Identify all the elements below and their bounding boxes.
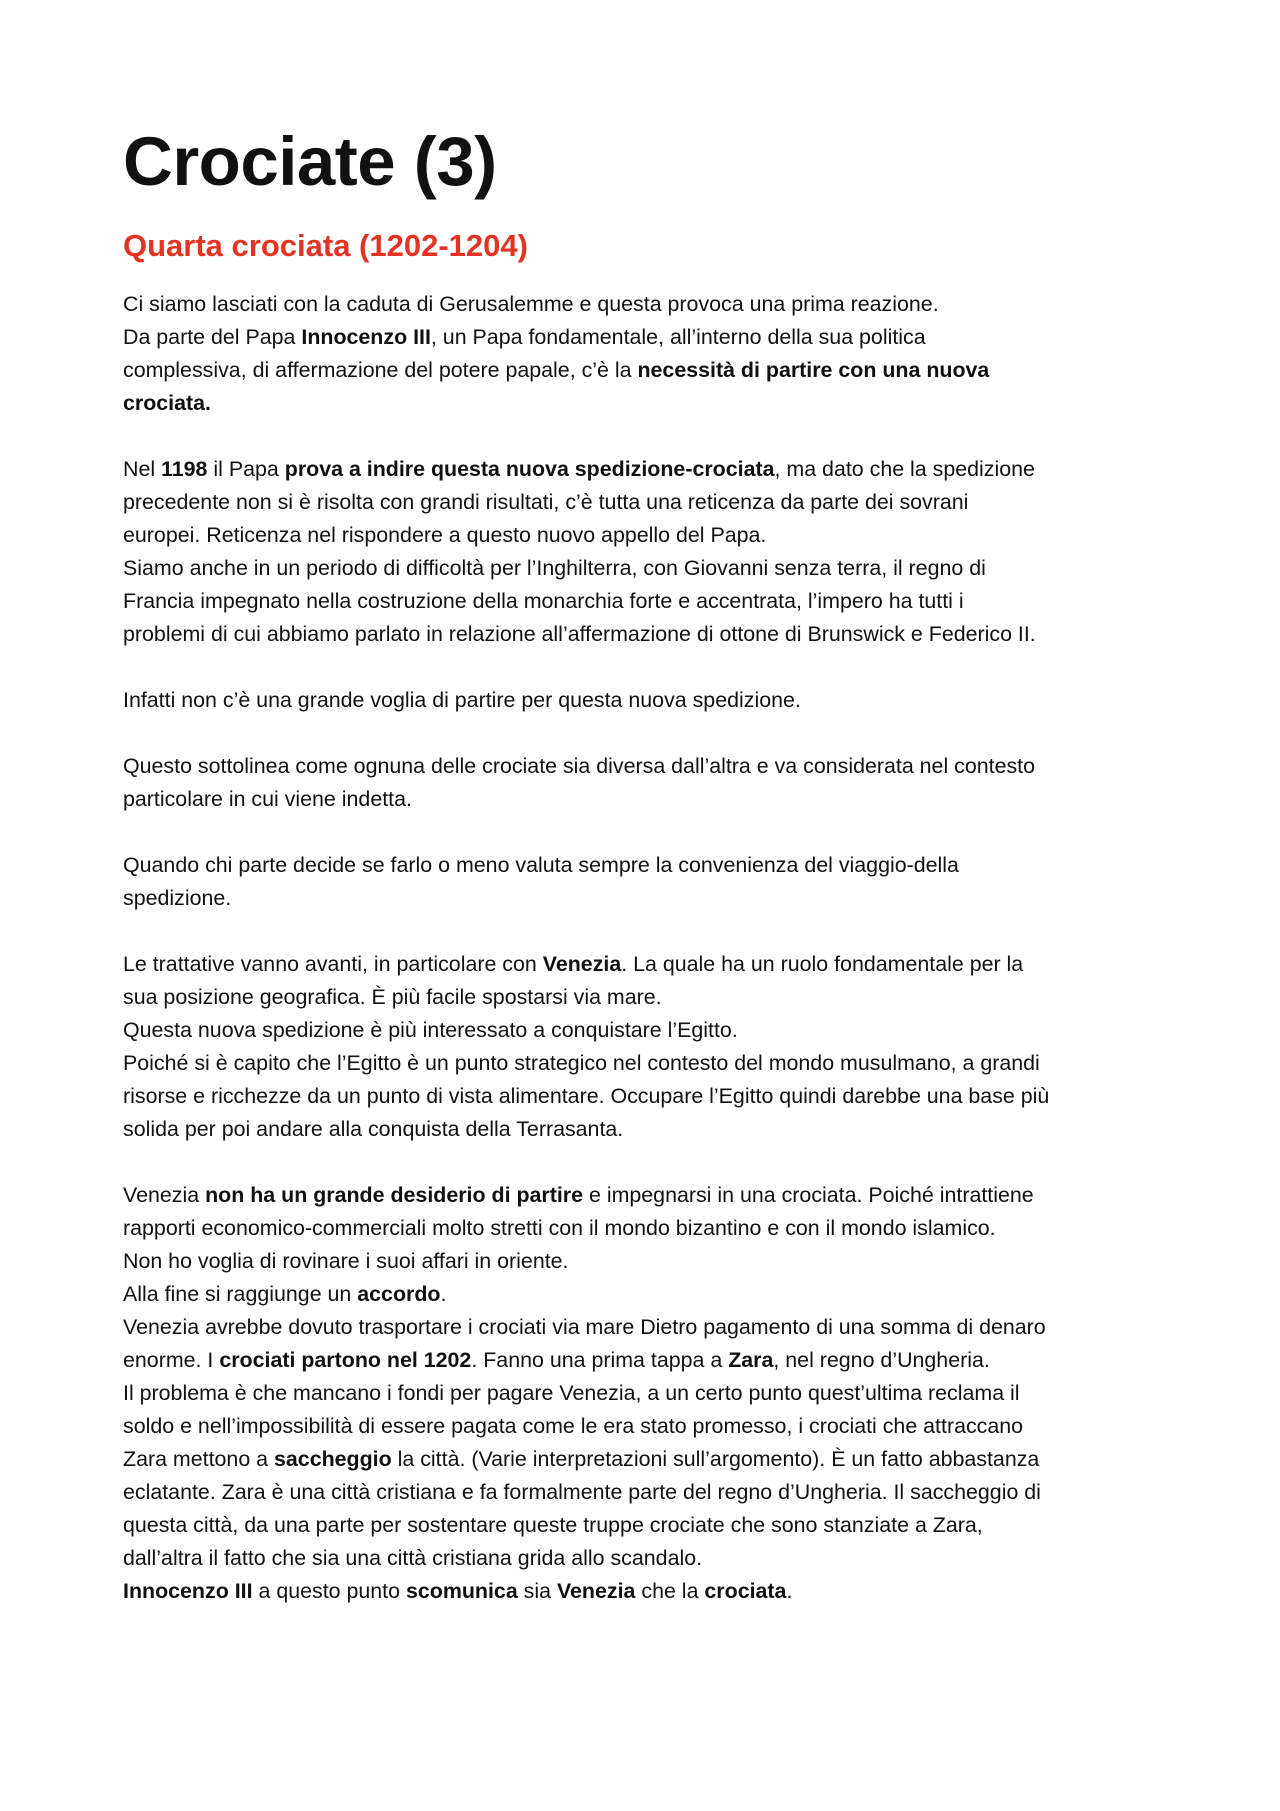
text-line bbox=[123, 1245, 1173, 1278]
text-run: Nel bbox=[123, 457, 162, 481]
bold-text: necessità di partire con una nuova bbox=[637, 358, 990, 382]
text-run: particolare in cui viene indetta. bbox=[123, 787, 412, 811]
text-run: sua posizione geografica. È più facile spostarsi via mare. bbox=[123, 985, 662, 1009]
text-run: Venezia avrebbe dovuto trasportare i crociati via mare Dietro pagamento di una somma di denaro bbox=[123, 1315, 1046, 1339]
text-run: dall’altra il fatto che sia una città cristiana grida allo scandalo. bbox=[123, 1546, 703, 1570]
text-run: Infatti non c’è una grande voglia di partire per questa nuova spedizione. bbox=[123, 688, 801, 712]
paragraph bbox=[123, 948, 1173, 1146]
text-run: , nel regno d’Ungheria. bbox=[773, 1348, 990, 1372]
text-run: eclatante. Zara è una città cristiana e fa formalmente parte del regno d’Ungheria. Il saccheggio di bbox=[123, 1480, 1041, 1504]
text-run: Alla fine si raggiunge un bbox=[123, 1282, 358, 1306]
text-run: Quando chi parte decide se farlo o meno valuta sempre la convenienza del viaggio-della bbox=[123, 853, 959, 877]
text-run: e impegnarsi in una crociata. Poiché intrattiene bbox=[583, 1183, 1034, 1207]
bold-text: Venezia bbox=[556, 1579, 636, 1603]
text-run: , ma dato che la spedizione bbox=[774, 457, 1035, 481]
text-line bbox=[123, 1443, 1173, 1476]
text-line bbox=[123, 453, 1173, 486]
text-run: sia bbox=[517, 1579, 557, 1603]
text-line bbox=[123, 1509, 1173, 1542]
text-line bbox=[123, 1278, 1173, 1311]
bold-text: saccheggio bbox=[274, 1447, 392, 1471]
text-line bbox=[123, 387, 1173, 420]
bold-text: non ha un grande desiderio di partire bbox=[205, 1183, 584, 1207]
bold-text: crociata bbox=[704, 1579, 787, 1603]
text-run: Francia impegnato nella costruzione della monarchia forte e accentrata, l’impero ha tutti i bbox=[123, 589, 964, 613]
text-run: Il problema è che mancano i fondi per pagare Venezia, a un certo punto quest’ultima reclama il bbox=[123, 1381, 1020, 1405]
text-line bbox=[123, 519, 1173, 552]
bold-text: Zara bbox=[728, 1348, 774, 1372]
text-run: . Fanno una prima tappa a bbox=[471, 1348, 729, 1372]
paragraph bbox=[123, 849, 1173, 915]
paragraph bbox=[123, 684, 1173, 717]
text-run: Non ho voglia di rovinare i suoi affari in oriente. bbox=[123, 1249, 569, 1273]
text-run: Venezia bbox=[123, 1183, 206, 1207]
text-line bbox=[123, 684, 1173, 717]
text-line bbox=[123, 1377, 1173, 1410]
text-line bbox=[123, 1113, 1173, 1146]
text-line bbox=[123, 1575, 1173, 1608]
text-line bbox=[123, 1410, 1173, 1443]
bold-text: 1198 bbox=[161, 457, 208, 481]
text-run: Ci siamo lasciati con la caduta di Gerusalemme e questa provoca una prima reazione. bbox=[123, 292, 939, 316]
text-line bbox=[123, 1542, 1173, 1575]
paragraph bbox=[123, 1179, 1173, 1608]
section-heading: Quarta crociata (1202-1204) bbox=[123, 228, 528, 263]
bold-text: prova a indire questa nuova spedizione-crociata bbox=[284, 457, 775, 481]
text-run: solida per poi andare alla conquista della Terrasanta. bbox=[123, 1117, 624, 1141]
text-run: , un Papa fondamentale, all’interno della sua politica bbox=[430, 325, 926, 349]
text-line bbox=[123, 750, 1173, 783]
text-run: precedente non si è risolta con grandi risultati, c’è tutta una reticenza da parte dei sovrani bbox=[123, 490, 969, 514]
text-run: europei. Reticenza nel rispondere a questo nuovo appello del Papa. bbox=[123, 523, 767, 547]
text-run: Zara mettono a bbox=[123, 1447, 274, 1471]
text-line bbox=[123, 1344, 1173, 1377]
text-line bbox=[123, 1212, 1173, 1245]
text-run: . bbox=[786, 1579, 793, 1603]
text-line bbox=[123, 354, 1173, 387]
paragraph bbox=[123, 750, 1173, 816]
bold-text: scomunica bbox=[405, 1579, 518, 1603]
text-line bbox=[123, 486, 1173, 519]
text-run: . La quale ha un ruolo fondamentale per la bbox=[621, 952, 1024, 976]
text-line bbox=[123, 1311, 1173, 1344]
text-run: spedizione. bbox=[123, 886, 232, 910]
text-line bbox=[123, 585, 1173, 618]
bold-text: Innocenzo III bbox=[123, 1579, 253, 1603]
text-run: Da parte del Papa bbox=[123, 325, 302, 349]
document-title: Crociate (3) bbox=[123, 123, 497, 200]
text-run: Questa nuova spedizione è più interessato a conquistare l’Egitto. bbox=[123, 1018, 738, 1042]
text-line bbox=[123, 948, 1173, 981]
text-line bbox=[123, 1476, 1173, 1509]
bold-text: Innocenzo III bbox=[301, 325, 431, 349]
text-run: enorme. I bbox=[123, 1348, 220, 1372]
document-body bbox=[123, 288, 1173, 1608]
text-run: a questo punto bbox=[252, 1579, 406, 1603]
text-run: che la bbox=[635, 1579, 705, 1603]
text-run: la città. (Varie interpretazioni sull’argomento). È un fatto abbastanza bbox=[391, 1447, 1040, 1471]
bold-text: Venezia bbox=[542, 952, 622, 976]
text-run: rapporti economico-commerciali molto stretti con il mondo bizantino e con il mondo islamico. bbox=[123, 1216, 996, 1240]
text-line bbox=[123, 1047, 1173, 1080]
text-line bbox=[123, 882, 1173, 915]
text-line bbox=[123, 552, 1173, 585]
text-run: Le trattative vanno avanti, in particolare con bbox=[123, 952, 543, 976]
text-run: Questo sottolinea come ognuna delle crociate sia diversa dall’altra e va considerata nel contesto bbox=[123, 754, 1036, 778]
text-line bbox=[123, 981, 1173, 1014]
text-line bbox=[123, 849, 1173, 882]
paragraph bbox=[123, 453, 1173, 651]
text-run: risorse e ricchezze da un punto di vista alimentare. Occupare l’Egitto quindi darebbe una base più bbox=[123, 1084, 1050, 1108]
text-run: soldo e nell’impossibilità di essere pagata come le era stato promesso, i crociati che attraccano bbox=[123, 1414, 1024, 1438]
document-page bbox=[123, 118, 1173, 1608]
text-line bbox=[123, 1179, 1173, 1212]
text-line bbox=[123, 1014, 1173, 1047]
text-line bbox=[123, 321, 1173, 354]
text-line bbox=[123, 618, 1173, 651]
bold-text: accordo bbox=[357, 1282, 441, 1306]
text-run: Poiché si è capito che l’Egitto è un punto strategico nel contesto del mondo musulmano, a grandi bbox=[123, 1051, 1040, 1075]
text-run: . bbox=[440, 1282, 447, 1306]
text-run: Siamo anche in un periodo di difficoltà per l’Inghilterra, con Giovanni senza terra, il regno di bbox=[123, 556, 986, 580]
bold-text: crociata. bbox=[123, 391, 211, 415]
text-line bbox=[123, 783, 1173, 816]
text-line bbox=[123, 1080, 1173, 1113]
bold-text: crociati partono nel 1202 bbox=[219, 1348, 472, 1372]
text-line bbox=[123, 288, 1173, 321]
paragraph bbox=[123, 288, 1173, 420]
text-run: complessiva, di affermazione del potere papale, c’è la bbox=[123, 358, 638, 382]
text-run: questa città, da una parte per sostentare queste truppe crociate che sono stanziate a Zara, bbox=[123, 1513, 983, 1537]
text-run: problemi di cui abbiamo parlato in relazione all’affermazione di ottone di Brunswick e Federico II. bbox=[123, 622, 1036, 646]
text-run: il Papa bbox=[207, 457, 285, 481]
